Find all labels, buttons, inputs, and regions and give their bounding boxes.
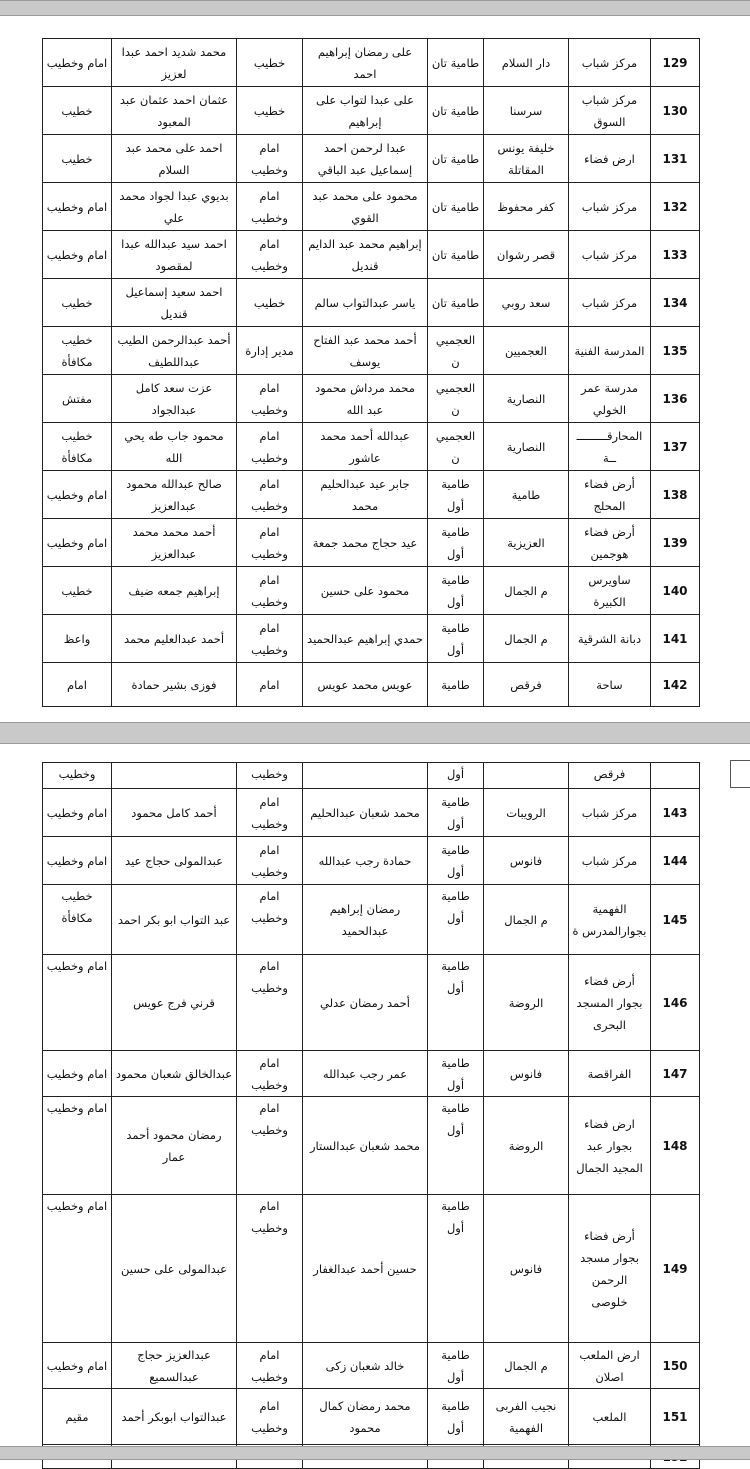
row-number-cell: 150 bbox=[651, 1343, 700, 1389]
table-row bbox=[43, 231, 700, 279]
district-cell: طامية أول bbox=[428, 1389, 484, 1445]
first-name-cell: أحمد محمد عبد الفتاح يوسف bbox=[303, 327, 428, 375]
district-cell: طامية أول bbox=[428, 885, 484, 955]
first-role-cell: امام وخطيب bbox=[237, 885, 303, 955]
place-cell: أرض فضاء هوجمين bbox=[569, 519, 651, 567]
carry-place: فرقص bbox=[569, 763, 651, 789]
district-cell: طامية أول bbox=[428, 615, 484, 663]
village-cell: خليفة يونس المقاتلة bbox=[484, 135, 569, 183]
row-number-cell: 133 bbox=[651, 231, 700, 279]
place-cell: المحارقـــــــــ ــة bbox=[569, 423, 651, 471]
row-number-cell: 132 bbox=[651, 183, 700, 231]
row-number-cell: 141 bbox=[651, 615, 700, 663]
page-gap-top bbox=[0, 0, 750, 16]
second-role-cell: امام وخطيب bbox=[43, 183, 112, 231]
place-cell: أرض فضاء بجوار مسجد الرحمن خلوصى bbox=[569, 1195, 651, 1343]
first-role-cell: خطيب bbox=[237, 39, 303, 87]
first-role-cell: خطيب bbox=[237, 87, 303, 135]
row-number-cell: 149 bbox=[651, 1195, 700, 1343]
second-name-cell: إبراهيم جمعه ضيف bbox=[112, 567, 237, 615]
village-cell: العزيزية bbox=[484, 519, 569, 567]
row-number-cell: 129 bbox=[651, 39, 700, 87]
table-row bbox=[43, 789, 700, 837]
place-cell: مركز شباب bbox=[569, 789, 651, 837]
row-number-cell: 148 bbox=[651, 1097, 700, 1195]
place-cell: ارض فضاء bbox=[569, 135, 651, 183]
second-name-cell: أحمد عبدالعليم محمد bbox=[112, 615, 237, 663]
first-name-cell: محمود على حسين bbox=[303, 567, 428, 615]
district-cell: طامية أول bbox=[428, 1343, 484, 1389]
row-number-cell: 147 bbox=[651, 1051, 700, 1097]
first-role-cell: امام وخطيب bbox=[237, 231, 303, 279]
second-role-cell: امام وخطيب bbox=[43, 471, 112, 519]
first-name-cell: محمود على محمد عبد القوي bbox=[303, 183, 428, 231]
second-role-cell: امام وخطيب bbox=[43, 1097, 112, 1195]
row-number-cell: 151 bbox=[651, 1389, 700, 1445]
district-cell: طامية bbox=[428, 663, 484, 707]
first-role-cell: امام bbox=[237, 663, 303, 707]
first-role-cell: امام وخطيب bbox=[237, 471, 303, 519]
district-cell: العجميي ن bbox=[428, 375, 484, 423]
district-cell: طامية تان bbox=[428, 135, 484, 183]
carry-role2: وخطيب bbox=[43, 763, 112, 789]
second-name-cell: محمد شديد احمد عبدا لعزيز bbox=[112, 39, 237, 87]
district-cell: طامية تان bbox=[428, 279, 484, 327]
first-role-cell: امام وخطيب bbox=[237, 135, 303, 183]
first-name-cell: على رمضان إبراهيم احمد bbox=[303, 39, 428, 87]
first-name-cell: عيد حجاج محمد جمعة bbox=[303, 519, 428, 567]
first-name-cell: عويس محمد عويس bbox=[303, 663, 428, 707]
second-name-cell: عبدالتواب ابوبكر أحمد bbox=[112, 1389, 237, 1445]
district-cell: طامية أول bbox=[428, 837, 484, 885]
page-gap-middle bbox=[0, 722, 750, 744]
row-number-cell: 146 bbox=[651, 955, 700, 1051]
table-row bbox=[43, 135, 700, 183]
first-role-cell: امام وخطيب bbox=[237, 423, 303, 471]
district-cell: العجميي ن bbox=[428, 423, 484, 471]
second-role-cell: مفتش bbox=[43, 375, 112, 423]
second-name-cell: قرني فرج عويس bbox=[112, 955, 237, 1051]
second-name-cell: بديوي عبدا لجواد محمد علي bbox=[112, 183, 237, 231]
second-role-cell: خطيب bbox=[43, 87, 112, 135]
second-role-cell: خطيب مكافأة bbox=[43, 327, 112, 375]
second-role-cell: امام وخطيب bbox=[43, 519, 112, 567]
second-role-cell: امام وخطيب bbox=[43, 789, 112, 837]
table-row bbox=[43, 279, 700, 327]
district-cell: طامية أول bbox=[428, 567, 484, 615]
place-cell: أرض فضاء المحلج bbox=[569, 471, 651, 519]
village-cell: الرويبات bbox=[484, 789, 569, 837]
mosque-table-page-1 bbox=[42, 38, 700, 707]
place-cell: مركز شباب bbox=[569, 183, 651, 231]
first-role-cell: امام وخطيب bbox=[237, 1389, 303, 1445]
first-name-cell: عمر رجب عبدالله bbox=[303, 1051, 428, 1097]
carry-empty bbox=[112, 763, 237, 789]
district-cell: طامية أول bbox=[428, 1195, 484, 1343]
place-cell: مركز شباب bbox=[569, 279, 651, 327]
table-body bbox=[43, 39, 700, 707]
table-row bbox=[43, 471, 700, 519]
place-cell: مركز شباب bbox=[569, 231, 651, 279]
row-number-cell: 130 bbox=[651, 87, 700, 135]
second-name-cell: فوزى بشير حمادة bbox=[112, 663, 237, 707]
second-name-cell: احمد سيد عبدالله عبدا لمقصود bbox=[112, 231, 237, 279]
place-cell: دبانة الشرقية bbox=[569, 615, 651, 663]
first-name-cell: حمادة رجب عبدالله bbox=[303, 837, 428, 885]
second-role-cell: خطيب bbox=[43, 279, 112, 327]
second-name-cell: عبدالعزيز حجاج عبدالسميع bbox=[112, 1343, 237, 1389]
table-row bbox=[43, 183, 700, 231]
first-name-cell: حسين أحمد عبدالغفار bbox=[303, 1195, 428, 1343]
row-number-cell: 140 bbox=[651, 567, 700, 615]
village-cell: فانوس bbox=[484, 1195, 569, 1343]
place-cell: ارض الملعب اصلان bbox=[569, 1343, 651, 1389]
village-cell: طامية bbox=[484, 471, 569, 519]
district-cell: طامية تان bbox=[428, 183, 484, 231]
village-cell: سعد روبي bbox=[484, 279, 569, 327]
second-role-cell: امام وخطيب bbox=[43, 1051, 112, 1097]
margin-box bbox=[730, 760, 750, 788]
first-role-cell: امام وخطيب bbox=[237, 519, 303, 567]
first-role-cell: امام وخطيب bbox=[237, 837, 303, 885]
place-cell: ساحة bbox=[569, 663, 651, 707]
second-name-cell: عثمان احمد عثمان عبد المعبود bbox=[112, 87, 237, 135]
village-cell: قصر رشوان bbox=[484, 231, 569, 279]
row-number-cell: 138 bbox=[651, 471, 700, 519]
row-number-cell: 145 bbox=[651, 885, 700, 955]
district-cell: طامية أول bbox=[428, 1051, 484, 1097]
place-cell: الفهمية بجوارالمدرس ة bbox=[569, 885, 651, 955]
second-name-cell: أحمد محمد محمد عبدالعزيز bbox=[112, 519, 237, 567]
row-number-cell: 137 bbox=[651, 423, 700, 471]
village-cell: دار السلام bbox=[484, 39, 569, 87]
carry-empty bbox=[303, 763, 428, 789]
table-row bbox=[43, 1051, 700, 1097]
second-name-cell: عبدالخالق شعبان محمود bbox=[112, 1051, 237, 1097]
village-cell: النصارية bbox=[484, 423, 569, 471]
first-role-cell: امام وخطيب bbox=[237, 1051, 303, 1097]
table-row bbox=[43, 1097, 700, 1195]
second-name-cell: عبدالمولى حجاج عيد bbox=[112, 837, 237, 885]
first-name-cell: عبدا لرحمن احمد إسماعيل عبد الباقي bbox=[303, 135, 428, 183]
first-role-cell: امام وخطيب bbox=[237, 1195, 303, 1343]
place-cell: مركز شباب bbox=[569, 837, 651, 885]
village-cell: نجيب الفربى الفهمية bbox=[484, 1389, 569, 1445]
village-cell: م الجمال bbox=[484, 567, 569, 615]
row-number-cell: 139 bbox=[651, 519, 700, 567]
document-page-1 bbox=[0, 16, 750, 720]
second-role-cell: امام وخطيب bbox=[43, 955, 112, 1051]
second-role-cell: خطيب مكافأة bbox=[43, 885, 112, 955]
place-cell: ساويرس الكبيرة bbox=[569, 567, 651, 615]
village-cell: م الجمال bbox=[484, 1343, 569, 1389]
table-row bbox=[43, 885, 700, 955]
district-cell: طامية أول bbox=[428, 1097, 484, 1195]
village-cell: م الجمال bbox=[484, 885, 569, 955]
table-row bbox=[43, 1195, 700, 1343]
row-number-cell: 143 bbox=[651, 789, 700, 837]
first-role-cell: امام وخطيب bbox=[237, 789, 303, 837]
second-role-cell: امام وخطيب bbox=[43, 39, 112, 87]
place-cell: مركز شباب bbox=[569, 39, 651, 87]
table-row bbox=[43, 519, 700, 567]
second-role-cell: امام bbox=[43, 663, 112, 707]
place-cell: الملعب bbox=[569, 1389, 651, 1445]
place-cell: الفراقصة bbox=[569, 1051, 651, 1097]
district-cell: طامية أول bbox=[428, 519, 484, 567]
second-name-cell: محمود جاب طه يحي الله bbox=[112, 423, 237, 471]
second-role-cell: امام وخطيب bbox=[43, 837, 112, 885]
first-name-cell: خالد شعبان زكى bbox=[303, 1343, 428, 1389]
first-name-cell: أحمد رمضان عدلي bbox=[303, 955, 428, 1051]
second-role-cell: امام وخطيب bbox=[43, 231, 112, 279]
village-cell: سرسنا bbox=[484, 87, 569, 135]
district-cell: طامية تان bbox=[428, 231, 484, 279]
village-cell: فانوس bbox=[484, 837, 569, 885]
second-role-cell: خطيب bbox=[43, 567, 112, 615]
village-cell: فانوس bbox=[484, 1051, 569, 1097]
second-name-cell: أحمد عبدالرحمن الطيب عبداللطيف bbox=[112, 327, 237, 375]
first-name-cell: محمد مرداش محمود عبد الله bbox=[303, 375, 428, 423]
first-role-cell: امام وخطيب bbox=[237, 1097, 303, 1195]
table-row bbox=[43, 837, 700, 885]
table-body bbox=[43, 763, 700, 1469]
first-name-cell: عبدالله أحمد محمد عاشور bbox=[303, 423, 428, 471]
first-name-cell: حمدي إبراهيم عبدالحميد bbox=[303, 615, 428, 663]
row-number-cell: 142 bbox=[651, 663, 700, 707]
place-cell: أرض فضاء بجوار المسجد البحرى bbox=[569, 955, 651, 1051]
second-name-cell: احمد على محمد عبد السلام bbox=[112, 135, 237, 183]
row-number-cell: 135 bbox=[651, 327, 700, 375]
first-role-cell: امام وخطيب bbox=[237, 183, 303, 231]
carry-role1: وخطيب bbox=[237, 763, 303, 789]
table-row bbox=[43, 423, 700, 471]
second-name-cell: صالح عبدالله محمود عبدالعزيز bbox=[112, 471, 237, 519]
district-cell: طامية أول bbox=[428, 789, 484, 837]
table-row bbox=[43, 375, 700, 423]
row-number-cell: 134 bbox=[651, 279, 700, 327]
second-role-cell: خطيب bbox=[43, 135, 112, 183]
village-cell: كفر محفوظ bbox=[484, 183, 569, 231]
first-name-cell: ياسر عبدالتواب سالم bbox=[303, 279, 428, 327]
district-cell: طامية تان bbox=[428, 39, 484, 87]
first-role-cell: امام وخطيب bbox=[237, 567, 303, 615]
village-cell: العجميين bbox=[484, 327, 569, 375]
place-cell: مدرسة عمر الخولي bbox=[569, 375, 651, 423]
first-role-cell: مدير إدارة bbox=[237, 327, 303, 375]
place-cell: ارض فضاء بجوار عبد المجيد الجمال bbox=[569, 1097, 651, 1195]
place-cell: مركز شباب السوق bbox=[569, 87, 651, 135]
first-name-cell: محمد شعبان عبدالحليم bbox=[303, 789, 428, 837]
first-role-cell: امام وخطيب bbox=[237, 955, 303, 1051]
second-role-cell: واعظ bbox=[43, 615, 112, 663]
second-name-cell: عبد التواب ابو بكر احمد bbox=[112, 885, 237, 955]
first-name-cell: إبراهيم محمد عبد الدايم قنديل bbox=[303, 231, 428, 279]
table-row bbox=[43, 663, 700, 707]
village-cell: فرقص bbox=[484, 663, 569, 707]
village-cell: م الجمال bbox=[484, 615, 569, 663]
place-cell: المدرسة الفنية bbox=[569, 327, 651, 375]
row-number-cell: 131 bbox=[651, 135, 700, 183]
table-row bbox=[43, 1389, 700, 1445]
first-role-cell: خطيب bbox=[237, 279, 303, 327]
village-cell: الروضة bbox=[484, 1097, 569, 1195]
table-row bbox=[43, 763, 700, 789]
first-role-cell: امام وخطيب bbox=[237, 375, 303, 423]
table-row bbox=[43, 39, 700, 87]
second-role-cell: امام وخطيب bbox=[43, 1195, 112, 1343]
district-cell: طامية أول bbox=[428, 471, 484, 519]
district-cell: العجميي ن bbox=[428, 327, 484, 375]
second-name-cell: احمد سعيد إسماعيل قنديل bbox=[112, 279, 237, 327]
table-row bbox=[43, 327, 700, 375]
mosque-table-page-2 bbox=[42, 762, 700, 1469]
district-cell: طامية تان bbox=[428, 87, 484, 135]
second-name-cell: أحمد كامل محمود bbox=[112, 789, 237, 837]
first-role-cell: امام وخطيب bbox=[237, 1343, 303, 1389]
carry-empty bbox=[651, 763, 700, 789]
second-name-cell: عبدالمولى على حسين bbox=[112, 1195, 237, 1343]
table-row bbox=[43, 955, 700, 1051]
carry-district: أول bbox=[428, 763, 484, 789]
carry-empty bbox=[484, 763, 569, 789]
first-name-cell: على عبدا لتواب على إبراهيم bbox=[303, 87, 428, 135]
first-name-cell: محمد رمضان كمال محمود bbox=[303, 1389, 428, 1445]
table-row bbox=[43, 87, 700, 135]
table-row bbox=[43, 1343, 700, 1389]
first-role-cell: امام وخطيب bbox=[237, 615, 303, 663]
village-cell: النصارية bbox=[484, 375, 569, 423]
table-row bbox=[43, 615, 700, 663]
second-name-cell: رمضان محمود أحمد عمار bbox=[112, 1097, 237, 1195]
first-name-cell: محمد شعبان عبدالستار bbox=[303, 1097, 428, 1195]
row-number-cell: 136 bbox=[651, 375, 700, 423]
district-cell: طامية أول bbox=[428, 955, 484, 1051]
second-role-cell: خطيب مكافأة bbox=[43, 423, 112, 471]
second-role-cell: امام وخطيب bbox=[43, 1343, 112, 1389]
document-page-2 bbox=[0, 744, 750, 1444]
second-name-cell: عزت سعد كامل عبدالجواد bbox=[112, 375, 237, 423]
village-cell: الروضة bbox=[484, 955, 569, 1051]
first-name-cell: رمضان إبراهيم عبدالحميد bbox=[303, 885, 428, 955]
second-role-cell: مقيم bbox=[43, 1389, 112, 1445]
row-number-cell: 144 bbox=[651, 837, 700, 885]
table-row bbox=[43, 567, 700, 615]
first-name-cell: جابر عيد عبدالحليم محمد bbox=[303, 471, 428, 519]
